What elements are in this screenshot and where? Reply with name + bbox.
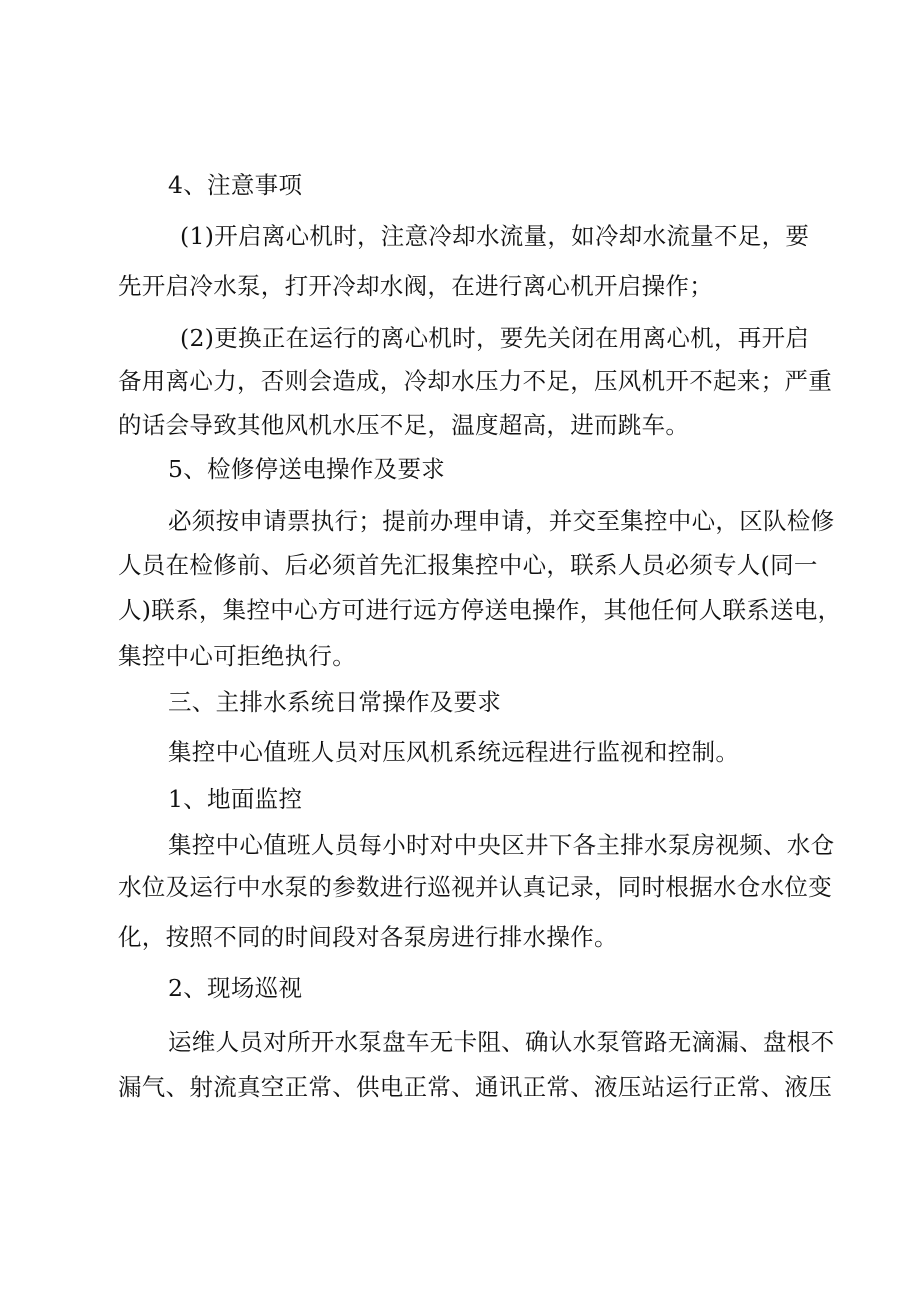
paragraph-line: (2)更换正在运行的离心机时，要先关闭在用离心机，再开启 <box>180 324 810 352</box>
heading-site-inspection: 2、现场巡视 <box>168 974 303 1002</box>
heading-maintenance-power: 5、检修停送电操作及要求 <box>168 455 446 483</box>
paragraph-line: 水位及运行中水泵的参数进行巡视并认真记录，同时根据水仓水位变 <box>118 873 832 901</box>
paragraph-line: (1)开启离心机时，注意冷却水流量，如冷却水流量不足，要 <box>180 222 810 250</box>
paragraph-line: 漏气、射流真空正常、供电正常、通讯正常、液压站运行正常、液压 <box>118 1073 832 1101</box>
paragraph-line: 的话会导致其他风机水压不足，温度超高，进而跳车。 <box>118 411 690 439</box>
paragraph-line: 运维人员对所开水泵盘车无卡阻、确认水泵管路无滴漏、盘根不 <box>168 1028 835 1056</box>
paragraph-line: 化，按照不同的时间段对各泵房进行排水操作。 <box>118 923 618 951</box>
paragraph-line: 集控中心值班人员每小时对中央区井下各主排水泵房视频、水仓 <box>168 831 835 859</box>
paragraph-line: 人)联系，集控中心方可进行远方停送电操作，其他任何人联系送电， <box>118 596 842 624</box>
paragraph-line: 先开启冷水泵，打开冷却水阀，在进行离心机开启操作； <box>118 272 713 300</box>
paragraph-line: 集控中心值班人员对压风机系统远程进行监视和控制。 <box>168 738 740 766</box>
heading-drainage-system: 三、主排水系统日常操作及要求 <box>168 688 502 716</box>
heading-notes: 4、注意事项 <box>168 171 303 199</box>
paragraph-line: 备用离心力，否则会造成，冷却水压力不足，压风机开不起来；严重 <box>118 367 832 395</box>
paragraph-line: 集控中心可拒绝执行。 <box>118 642 356 670</box>
paragraph-line: 必须按申请票执行；提前办理申请，并交至集控中心，区队检修 <box>168 507 835 535</box>
paragraph-line: 人员在检修前、后必须首先汇报集控中心，联系人员必须专人(同一 <box>118 551 818 579</box>
heading-ground-monitoring: 1、地面监控 <box>168 785 303 813</box>
